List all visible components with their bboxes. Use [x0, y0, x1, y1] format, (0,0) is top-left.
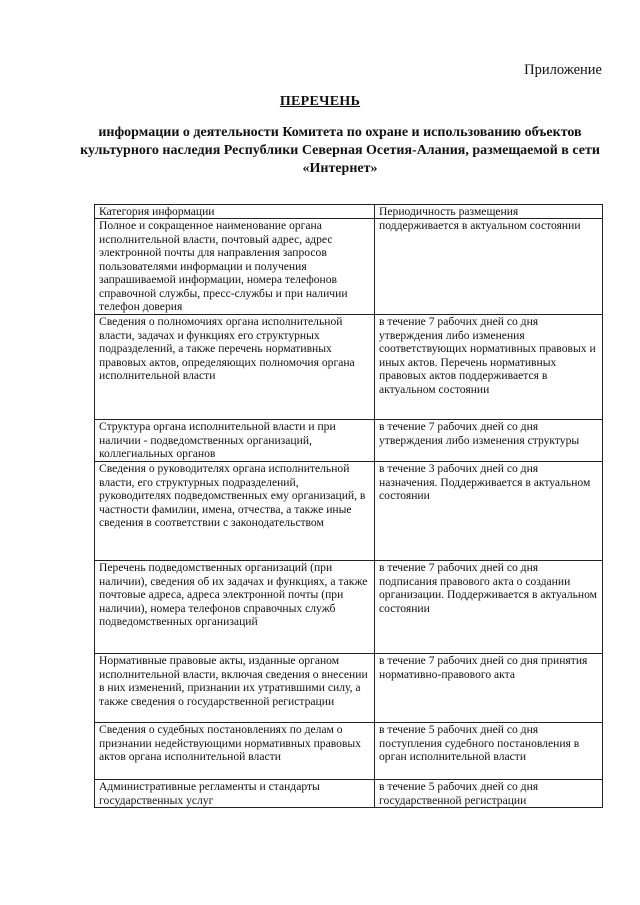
cell-periodicity: поддерживается в актуальном состоянии	[375, 219, 603, 315]
cell-category: Сведения о судебных постановлениях по делам о признании недействующими нормативных правовых актов органа исполнительной власти	[95, 723, 375, 780]
table-row	[95, 315, 603, 420]
cell-category: Сведения о полномочиях органа исполнительной власти, задачах и функциях его структурных подразделений, а также перечень нормативных правовых актов, определяющих полномочия органа исполнительной власти	[95, 315, 375, 420]
cell-periodicity: в течение 7 рабочих дней со дня принятия нормативно-правового акта	[375, 654, 603, 723]
table-row	[95, 654, 603, 723]
cell-periodicity: в течение 3 рабочих дней со дня назначения. Поддерживается в актуальном состоянии	[375, 462, 603, 561]
table-row	[95, 219, 603, 315]
cell-periodicity: в течение 7 рабочих дней со дня утверждения либо изменения соответствующих нормативных правовых и иных актов. Перечень нормативных правовых актов поддерживается в актуальном состоянии	[375, 315, 603, 420]
information-table	[94, 204, 603, 808]
table-row	[95, 420, 603, 462]
cell-periodicity: в течение 7 рабочих дней со дня утверждения либо изменения структуры	[375, 420, 603, 462]
header-category: Категория информации	[95, 205, 375, 219]
cell-category: Перечень подведомственных организаций (при наличии), сведения об их задачах и функциях, а также почтовые адреса, адреса электронной почты (при наличии), номера телефонов справочных служб подведомственных организаций	[95, 561, 375, 654]
cell-category: Административные регламенты и стандарты государственных услуг	[95, 780, 375, 808]
table-header-row	[95, 205, 603, 219]
cell-category: Нормативные правовые акты, изданные органом исполнительной власти, включая сведения о внесении в них изменений, признании их утратившими силу, а также сведения о государственной регистрации	[95, 654, 375, 723]
document-subtitle: информации о деятельности Комитета по охране и использованию объектов культурного наследия Республики Северная Осетия-Алания, размещаемой в сети «Интернет»	[80, 125, 600, 176]
cell-category: Полное и сокращенное наименование органа исполнительной власти, почтовый адрес, адрес электронной почты для направления запросов пользователями информации и получения запрашиваемой информации, номера телефонов справочной службы, пресс-службы и при наличии телефон доверия	[95, 219, 375, 315]
cell-category: Структура органа исполнительной власти и при наличии - подведомственных организаций, коллегиальных органов	[95, 420, 375, 462]
table-row	[95, 462, 603, 561]
document-title: ПЕРЕЧЕНЬ	[279, 94, 361, 109]
table-row	[95, 780, 603, 808]
cell-category: Сведения о руководителях органа исполнительной власти, его структурных подразделений, руководителях подведомственных ему организаций, в частности фамилии, имена, отчества, а также иные сведения в соответствии с законодательством	[95, 462, 375, 561]
cell-periodicity: в течение 5 рабочих дней со дня государственной регистрации	[375, 780, 603, 808]
table-row	[95, 723, 603, 780]
cell-periodicity: в течение 7 рабочих дней со дня подписания правового акта о создании организации. Поддерживается в актуальном состоянии	[375, 561, 603, 654]
appendix-label: Приложение	[524, 62, 602, 78]
table-row	[95, 561, 603, 654]
header-periodicity: Периодичность размещения	[375, 205, 603, 219]
cell-periodicity: в течение 5 рабочих дней со дня поступления судебного постановления в орган исполнительной власти	[375, 723, 603, 780]
